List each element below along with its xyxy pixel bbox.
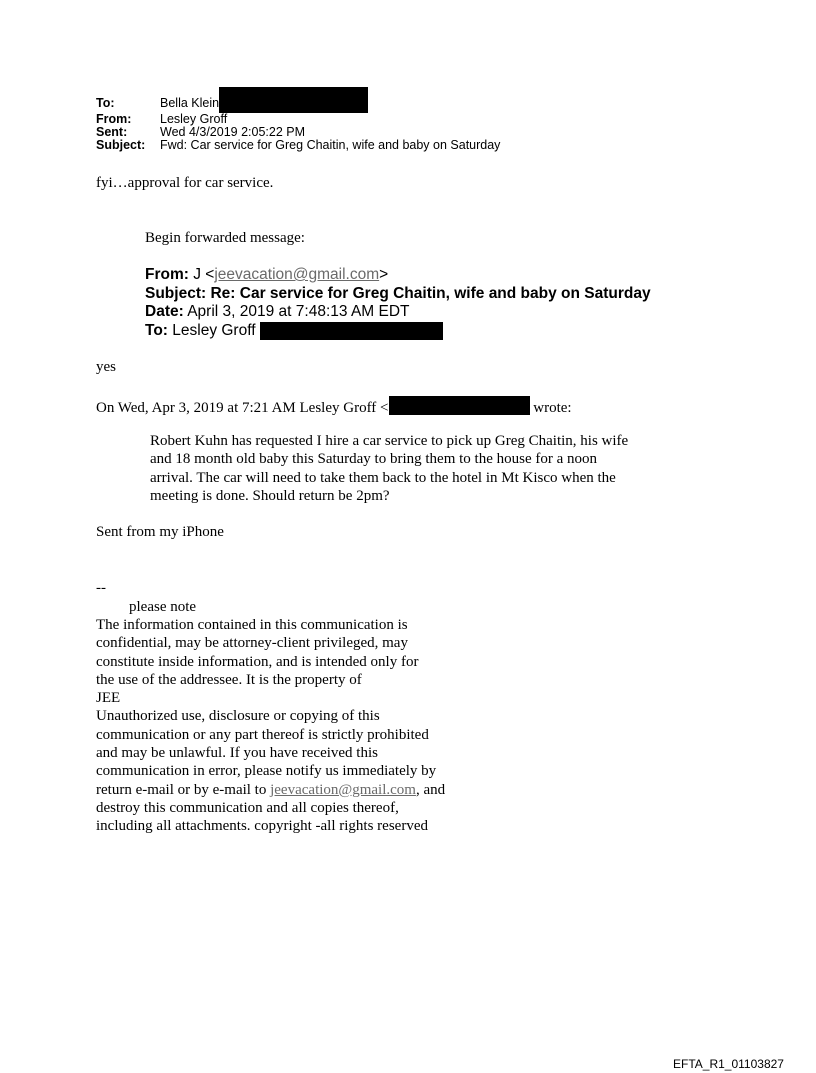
- disclaimer-line: the use of the addressee. It is the property of: [96, 671, 362, 688]
- redaction-box: [389, 396, 530, 415]
- from-value: Lesley Groff: [160, 112, 228, 126]
- begin-forwarded-text: Begin forwarded message:: [145, 230, 305, 246]
- forwarded-date-value: April 3, 2019 at 7:48:13 AM EDT: [187, 303, 410, 320]
- quoted-line: meeting is done. Should return be 2pm?: [150, 487, 390, 504]
- intro-text: fyi…approval for car service.: [96, 175, 274, 191]
- forwarded-date-row: [145, 303, 651, 322]
- forwarded-subject-value: Re: Car service for Greg Chaitin, wife and baby on Saturday: [210, 284, 651, 302]
- sent-label: Sent:: [96, 125, 128, 139]
- disclaimer-line: communication in error, please notify us immediately by: [96, 763, 437, 780]
- subject-row: [96, 139, 500, 152]
- forwarded-from-close: >: [379, 266, 389, 283]
- disclaimer-line: constitute inside information, and is intended only for: [96, 653, 419, 670]
- quoted-line: and 18 month old baby this Saturday to bring them to the house for a noon: [150, 451, 598, 468]
- signature-separator: --: [96, 580, 106, 596]
- please-note-text: please note: [129, 599, 197, 615]
- disclaimer-line: JEE: [96, 690, 121, 707]
- disclaimer-return-line: [96, 781, 445, 799]
- quoted-wrote: wrote:: [533, 400, 572, 416]
- reply-text: yes: [96, 359, 116, 375]
- forwarded-date-label: Date:: [145, 303, 184, 320]
- forwarded-from-row: [145, 266, 651, 285]
- to-row: [96, 97, 500, 113]
- sent-value: Wed 4/3/2019 2:05:22 PM: [160, 125, 306, 139]
- sent-from-text: Sent from my iPhone: [96, 524, 224, 540]
- document-id: EFTA_R1_01103827: [673, 1057, 784, 1071]
- disclaimer-line: destroy this communication and all copies thereof,: [96, 799, 399, 816]
- subject-value: Fwd: Car service for Greg Chaitin, wife and baby on Saturday: [160, 138, 501, 152]
- disclaimer-line: Unauthorized use, disclosure or copying of this: [96, 708, 380, 725]
- to-label: To:: [96, 96, 115, 110]
- return-prefix: return e-mail or by e-mail to: [96, 781, 271, 798]
- return-suffix: , and: [415, 781, 446, 798]
- quoted-line: arrival. The car will need to take them back to the hotel in Mt Kisco when the: [150, 469, 616, 486]
- forwarded-from-email-link[interactable]: jeevacation@gmail.com: [214, 266, 380, 283]
- quoted-line: Robert Kuhn has requested I hire a car service to pick up Greg Chaitin, his wife: [150, 433, 629, 449]
- quoted-attribution: [96, 396, 572, 417]
- from-label: From:: [96, 112, 132, 126]
- disclaimer-line: and may be unlawful. If you have received this: [96, 745, 378, 762]
- redaction-box: [219, 87, 368, 113]
- to-value: Bella Klein: [160, 96, 220, 110]
- forwarded-subject-label: Subject:: [145, 284, 207, 302]
- disclaimer: [96, 616, 445, 836]
- forwarded-from-name: J <: [193, 266, 215, 283]
- forwarded-to-row: [145, 322, 651, 341]
- quoted-attribution-text: On Wed, Apr 3, 2019 at 7:21 AM Lesley Groff <: [96, 400, 389, 416]
- forwarded-to-label: To:: [145, 321, 168, 339]
- quoted-message: [150, 432, 670, 505]
- forwarded-from-label: From:: [145, 266, 189, 283]
- forwarded-subject-row: [145, 285, 651, 304]
- forwarded-to-value: Lesley Groff: [172, 321, 256, 339]
- subject-label: Subject:: [96, 138, 146, 152]
- forwarded-header: [145, 266, 651, 340]
- email-header: [96, 97, 500, 152]
- disclaimer-line: including all attachments. copyright -all rights reserved: [96, 818, 428, 835]
- redaction-box: [260, 322, 443, 340]
- return-email-link[interactable]: jeevacation@gmail.com: [270, 781, 416, 798]
- disclaimer-line: confidential, may be attorney-client privileged, may: [96, 635, 408, 652]
- disclaimer-line: communication or any part thereof is strictly prohibited: [96, 726, 429, 743]
- disclaimer-line: The information contained in this communication is: [96, 617, 408, 633]
